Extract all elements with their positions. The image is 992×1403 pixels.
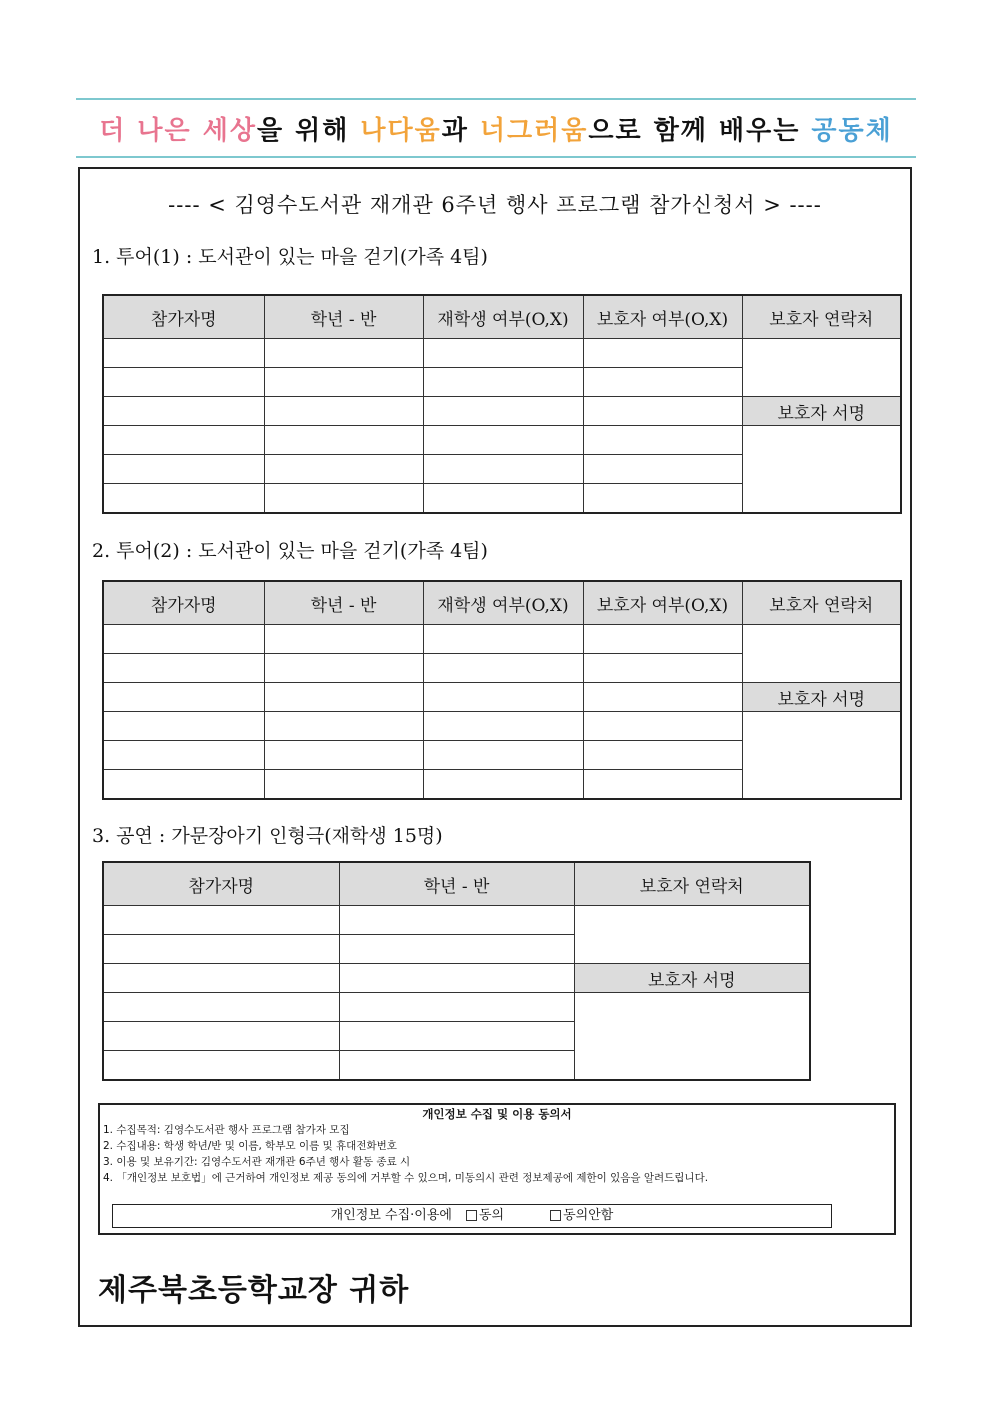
motto-segment: 공동체: [811, 115, 893, 146]
disagree-checkbox[interactable]: [550, 1210, 561, 1221]
header-guardian-contact: 보호자 연락처: [742, 295, 901, 339]
motto-segment: 을 위해: [256, 115, 361, 146]
cell-grade-class[interactable]: [264, 741, 423, 770]
cell-guardian-contact[interactable]: [742, 339, 901, 397]
section-heading-performance: 3. 공연 : 가문장아기 인형극(재학생 15명): [92, 825, 443, 847]
cell-guardian-present[interactable]: [583, 712, 742, 741]
addressee: 제주북초등학교장 귀하: [98, 1273, 410, 1308]
cell-participant-name[interactable]: [103, 625, 264, 654]
cell-grade-class[interactable]: [339, 964, 574, 993]
cell-enrolled[interactable]: [423, 368, 583, 397]
header-guardian-contact: 보호자 연락처: [574, 862, 810, 906]
cell-grade-class[interactable]: [264, 484, 423, 514]
header-enrolled: 재학생 여부(O,X): [423, 295, 583, 339]
agree-checkbox[interactable]: [466, 1210, 477, 1221]
form-title: ---- < 김영수도서관 재개관 6주년 행사 프로그램 참가신청서 > ----: [168, 193, 822, 217]
guardian-signature-label: 보호자 서명: [574, 964, 810, 993]
application-form: [78, 167, 912, 1327]
cell-guardian-signature[interactable]: [742, 426, 901, 514]
cell-participant-name[interactable]: [103, 712, 264, 741]
tour-2-table: [102, 580, 902, 800]
cell-participant-name[interactable]: [103, 339, 264, 368]
cell-enrolled[interactable]: [423, 683, 583, 712]
cell-enrolled[interactable]: [423, 770, 583, 800]
cell-enrolled[interactable]: [423, 654, 583, 683]
cell-participant-name[interactable]: [103, 426, 264, 455]
header-participant-name: 참가자명: [103, 581, 264, 625]
motto-banner: [76, 98, 916, 158]
cell-participant-name[interactable]: [103, 935, 339, 964]
cell-enrolled[interactable]: [423, 426, 583, 455]
cell-participant-name[interactable]: [103, 484, 264, 514]
cell-guardian-present[interactable]: [583, 368, 742, 397]
cell-participant-name[interactable]: [103, 770, 264, 800]
cell-grade-class[interactable]: [264, 397, 423, 426]
cell-enrolled[interactable]: [423, 397, 583, 426]
cell-grade-class[interactable]: [339, 1051, 574, 1081]
consent-line: 1. 수집목적: 김영수도서관 행사 프로그램 참가자 모집: [103, 1124, 350, 1136]
header-guardian-present: 보호자 여부(O,X): [583, 581, 742, 625]
cell-enrolled[interactable]: [423, 484, 583, 514]
tour-1-table: [102, 294, 902, 514]
cell-grade-class[interactable]: [264, 368, 423, 397]
cell-guardian-present[interactable]: [583, 455, 742, 484]
consent-title: 개인정보 수집 및 이용 동의서: [422, 1107, 572, 1121]
motto-segment: 과: [441, 115, 480, 146]
cell-grade-class[interactable]: [264, 426, 423, 455]
cell-grade-class[interactable]: [264, 770, 423, 800]
header-grade-class: 학년 - 반: [339, 862, 574, 906]
motto-segment: 으로 함께 배우는: [588, 115, 812, 146]
cell-guardian-contact[interactable]: [574, 906, 810, 964]
header-enrolled: 재학생 여부(O,X): [423, 581, 583, 625]
cell-participant-name[interactable]: [103, 906, 339, 935]
cell-grade-class[interactable]: [264, 712, 423, 741]
section-heading-tour-2: 2. 투어(2) : 도서관이 있는 마을 걷기(가족 4팀): [92, 540, 488, 562]
cell-participant-name[interactable]: [103, 1051, 339, 1081]
cell-guardian-present[interactable]: [583, 654, 742, 683]
motto-segment: 나다움: [360, 115, 442, 146]
cell-guardian-present[interactable]: [583, 339, 742, 368]
cell-grade-class[interactable]: [264, 339, 423, 368]
cell-grade-class[interactable]: [264, 455, 423, 484]
cell-guardian-present[interactable]: [583, 770, 742, 800]
cell-participant-name[interactable]: [103, 455, 264, 484]
motto-segment: 더 나은 세상: [99, 115, 257, 146]
cell-guardian-present[interactable]: [583, 741, 742, 770]
cell-participant-name[interactable]: [103, 741, 264, 770]
cell-grade-class[interactable]: [264, 625, 423, 654]
cell-enrolled[interactable]: [423, 455, 583, 484]
cell-grade-class[interactable]: [339, 993, 574, 1022]
guardian-signature-label: 보호자 서명: [742, 397, 901, 426]
disagree-label: 동의안함: [563, 1208, 614, 1223]
cell-grade-class[interactable]: [264, 683, 423, 712]
consent-prompt: 개인정보 수집·이용에: [330, 1208, 452, 1223]
cell-guardian-present[interactable]: [583, 426, 742, 455]
cell-participant-name[interactable]: [103, 964, 339, 993]
cell-grade-class[interactable]: [339, 1022, 574, 1051]
cell-participant-name[interactable]: [103, 683, 264, 712]
header-participant-name: 참가자명: [103, 295, 264, 339]
cell-grade-class[interactable]: [264, 654, 423, 683]
cell-guardian-present[interactable]: [583, 683, 742, 712]
consent-choice-row: [112, 1204, 832, 1228]
cell-grade-class[interactable]: [339, 906, 574, 935]
header-guardian-present: 보호자 여부(O,X): [583, 295, 742, 339]
header-grade-class: 학년 - 반: [264, 295, 423, 339]
cell-enrolled[interactable]: [423, 741, 583, 770]
cell-guardian-present[interactable]: [583, 397, 742, 426]
cell-enrolled[interactable]: [423, 625, 583, 654]
header-participant-name: 참가자명: [103, 862, 339, 906]
cell-guardian-present[interactable]: [583, 484, 742, 514]
cell-participant-name[interactable]: [103, 654, 264, 683]
cell-guardian-signature[interactable]: [574, 993, 810, 1081]
cell-enrolled[interactable]: [423, 339, 583, 368]
cell-guardian-signature[interactable]: [742, 712, 901, 800]
section-heading-tour-1: 1. 투어(1) : 도서관이 있는 마을 걷기(가족 4팀): [92, 246, 488, 268]
privacy-consent-box: [98, 1103, 896, 1235]
cell-enrolled[interactable]: [423, 712, 583, 741]
header-guardian-contact: 보호자 연락처: [742, 581, 901, 625]
motto-segment: 너그러움: [479, 115, 589, 146]
cell-grade-class[interactable]: [339, 935, 574, 964]
agree-label: 동의: [478, 1208, 505, 1223]
cell-guardian-contact[interactable]: [742, 625, 901, 683]
cell-participant-name[interactable]: [103, 368, 264, 397]
consent-line: 4. 「개인정보 보호법」에 근거하여 개인정보 제공 동의에 거부할 수 있으며, 미동의시 관련 정보제공에 제한이 있음을 알려드립니다.: [103, 1172, 709, 1184]
consent-line: 3. 이용 및 보유기간: 김영수도서관 재개관 6주년 행사 활동 종료 시: [103, 1156, 411, 1168]
guardian-signature-label: 보호자 서명: [742, 683, 901, 712]
header-grade-class: 학년 - 반: [264, 581, 423, 625]
cell-participant-name[interactable]: [103, 993, 339, 1022]
cell-guardian-present[interactable]: [583, 625, 742, 654]
cell-participant-name[interactable]: [103, 1022, 339, 1051]
cell-participant-name[interactable]: [103, 397, 264, 426]
performance-table: [102, 861, 811, 1081]
consent-line: 2. 수집내용: 학생 학년/반 및 이름, 학부모 이름 및 휴대전화번호: [103, 1140, 397, 1152]
